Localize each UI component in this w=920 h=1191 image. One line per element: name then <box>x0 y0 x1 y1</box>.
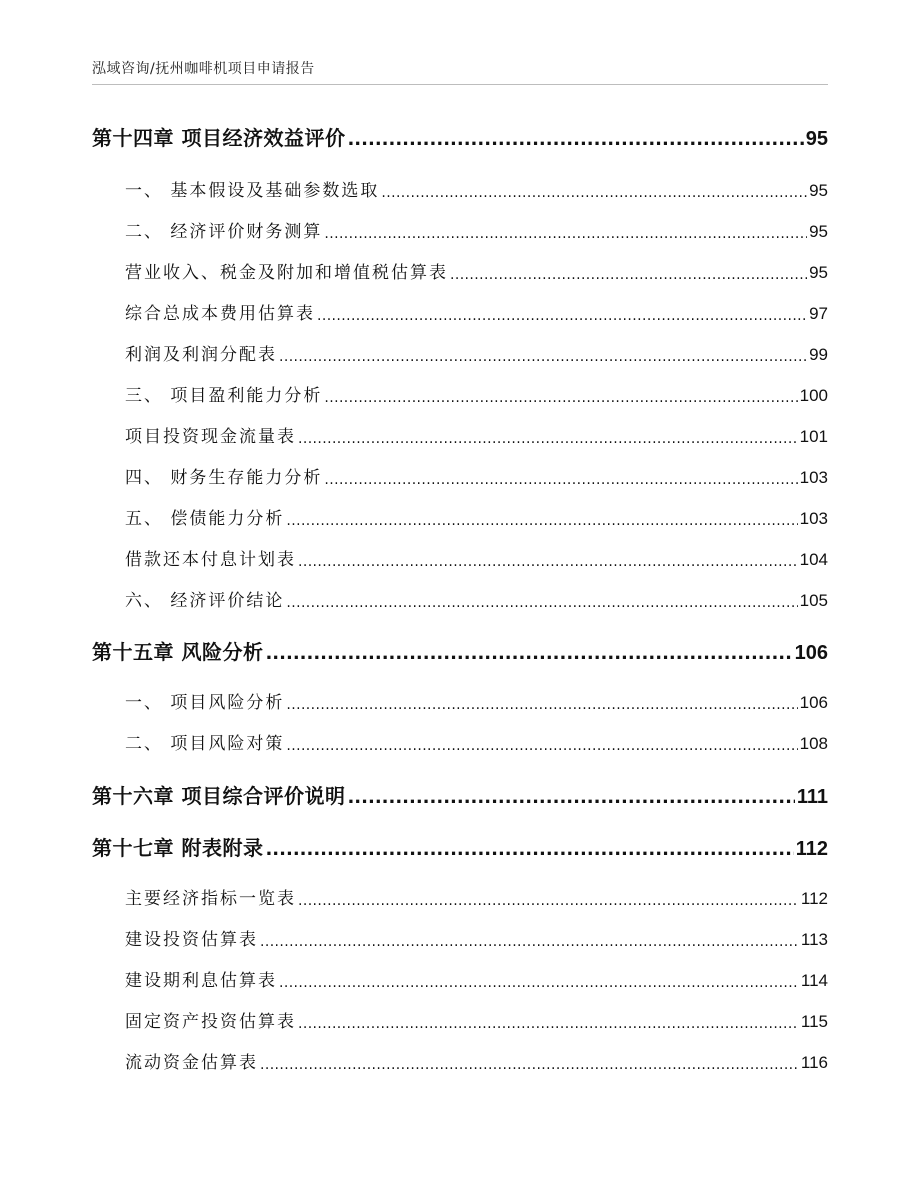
toc-leader-dots <box>347 126 803 150</box>
toc-entry-label: 利润及利润分配表 <box>125 345 277 365</box>
toc-entry-label: 借款还本付息计划表 <box>125 550 296 570</box>
toc-entry-label: 固定资产投资估算表 <box>125 1012 296 1032</box>
toc-entry-label: 第十六章 项目综合评价说明 <box>92 784 346 808</box>
toc-entry-label: 营业收入、税金及附加和增值税估算表 <box>125 263 448 283</box>
toc-leader-dots <box>298 1012 799 1032</box>
toc-entry-page: 101 <box>799 427 828 446</box>
toc-entry-page: 99 <box>809 345 828 364</box>
toc-entry-page: 97 <box>809 304 828 323</box>
toc-leader-dots <box>450 263 807 283</box>
toc-entry-page: 95 <box>805 128 828 150</box>
toc-leader-dots <box>298 550 798 570</box>
toc-entry-page: 115 <box>800 1012 828 1031</box>
toc-entry[interactable] <box>125 884 828 909</box>
toc-leader-dots <box>286 734 797 754</box>
toc-entry-chapter-16[interactable] <box>92 780 828 809</box>
toc-leader-dots <box>286 509 797 529</box>
toc-entry-label: 第十七章 附表附录 <box>92 836 264 860</box>
toc-entry-label: 第十五章 风险分析 <box>92 640 264 664</box>
toc-entry-page: 95 <box>809 263 828 282</box>
toc-leader-dots <box>279 345 807 365</box>
toc-leader-dots <box>298 889 799 909</box>
toc-entry-page: 103 <box>799 509 828 528</box>
toc-entry-page: 116 <box>800 1053 828 1072</box>
toc-leader-dots <box>347 784 794 808</box>
toc-entry-label: 二、 经济评价财务测算 <box>125 222 323 242</box>
toc-entry[interactable] <box>125 258 828 283</box>
toc-entry[interactable] <box>125 217 828 242</box>
toc-leader-dots <box>324 468 797 488</box>
toc-entry-label: 主要经济指标一览表 <box>125 889 296 909</box>
toc-entry-label: 流动资金估算表 <box>125 1053 258 1073</box>
toc-entry[interactable] <box>125 340 828 365</box>
toc-leader-dots <box>381 181 807 201</box>
toc-entry[interactable] <box>125 504 828 529</box>
toc-entry-label: 一、 基本假设及基础参数选取 <box>125 181 380 201</box>
toc-entry[interactable] <box>125 729 828 754</box>
toc-entry-page: 104 <box>799 550 828 569</box>
toc-entry-label: 建设期利息估算表 <box>125 971 277 991</box>
toc-leader-dots <box>324 386 797 406</box>
toc-entry[interactable] <box>125 463 828 488</box>
toc-entry[interactable] <box>125 966 828 991</box>
toc-leader-dots <box>286 693 797 713</box>
toc-entry[interactable] <box>125 925 828 950</box>
toc-entry-page: 95 <box>809 222 828 241</box>
toc-entry-page: 103 <box>799 468 828 487</box>
toc-entry[interactable] <box>125 299 828 324</box>
toc-leader-dots <box>298 427 798 447</box>
toc-entry-label: 建设投资估算表 <box>125 930 258 950</box>
toc-entry[interactable] <box>125 586 828 611</box>
toc-entry-page: 95 <box>809 181 828 200</box>
toc-entry-chapter-17[interactable] <box>92 832 828 861</box>
toc-entry-chapter-14[interactable] <box>92 122 828 151</box>
toc-entry-label: 一、 项目风险分析 <box>125 693 285 713</box>
toc-leader-dots <box>317 304 807 324</box>
toc-entry-label: 四、 财务生存能力分析 <box>125 468 323 488</box>
toc-entry[interactable] <box>125 1048 828 1073</box>
toc-leader-dots <box>260 930 799 950</box>
toc-entry-label: 项目投资现金流量表 <box>125 427 296 447</box>
toc-leader-dots <box>260 1053 799 1073</box>
toc-entry-label: 六、 经济评价结论 <box>125 591 285 611</box>
toc-leader-dots <box>286 591 797 611</box>
toc-entry-label: 综合总成本费用估算表 <box>125 304 315 324</box>
toc-entry-page: 100 <box>799 386 828 405</box>
toc-leader-dots <box>279 971 799 991</box>
toc-entry-page: 106 <box>794 642 828 664</box>
toc-entry[interactable] <box>125 381 828 406</box>
toc-entry-page: 112 <box>800 889 828 908</box>
running-header: 泓域咨询/抚州咖啡机项目申请报告 <box>92 61 315 77</box>
toc-entry-label: 二、 项目风险对策 <box>125 734 285 754</box>
toc-entry-page: 112 <box>795 838 828 860</box>
toc-entry-page: 111 <box>796 786 828 808</box>
toc-entry-chapter-15[interactable] <box>92 636 828 665</box>
toc-entry[interactable] <box>125 176 828 201</box>
toc-entry[interactable] <box>125 688 828 713</box>
toc-leader-dots <box>265 836 793 860</box>
toc-entry-label: 第十四章 项目经济效益评价 <box>92 126 346 150</box>
toc-entry[interactable] <box>125 1007 828 1032</box>
toc-entry-page: 108 <box>799 734 828 753</box>
toc-leader-dots <box>324 222 807 242</box>
toc-entry-page: 114 <box>800 971 828 990</box>
toc-entry-page: 106 <box>799 693 828 712</box>
toc-entry-label: 五、 偿债能力分析 <box>125 509 285 529</box>
toc-entry-page: 113 <box>800 930 828 949</box>
toc-entry-label: 三、 项目盈利能力分析 <box>125 386 323 406</box>
toc-entry[interactable] <box>125 422 828 447</box>
toc-entry[interactable] <box>125 545 828 570</box>
toc-entry-page: 105 <box>799 591 828 610</box>
table-of-contents <box>92 0 828 1191</box>
toc-leader-dots <box>265 640 792 664</box>
